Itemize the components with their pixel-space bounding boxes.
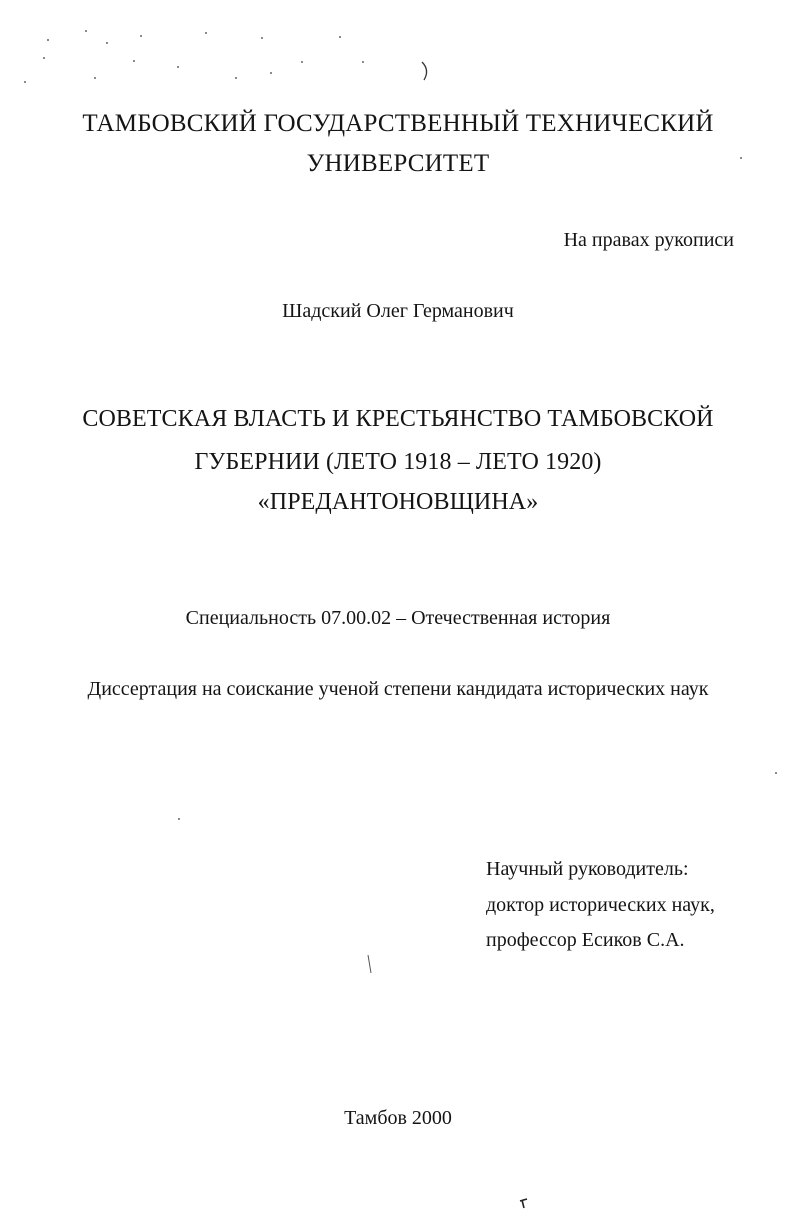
supervisor-label: Научный руководитель:	[486, 858, 689, 880]
city-year: Тамбов 2000	[344, 1107, 452, 1129]
university-name-line2: УНИВЕРСИТЕТ	[306, 150, 490, 177]
dissertation-title-line3: «ПРЕДАНТОНОВЩИНА»	[257, 489, 539, 515]
supervisor-name: профессор Есиков С.А.	[486, 929, 685, 951]
manuscript-note: На правах рукописи	[563, 229, 734, 251]
dissertation-type: Диссертация на соискание ученой степени кандидата исторических наук	[87, 678, 709, 700]
university-name-line1: ТАМБОВСКИЙ ГОСУДАРСТВЕННЫЙ ТЕХНИЧЕСКИЙ	[82, 110, 714, 137]
author-name: Шадский Олег Германович	[282, 300, 514, 322]
dissertation-title-line2: ГУБЕРНИИ (ЛЕТО 1918 – ЛЕТО 1920)	[194, 449, 602, 475]
specialty: Специальность 07.00.02 – Отечественная история	[185, 607, 611, 629]
dissertation-title-line1: СОВЕТСКАЯ ВЛАСТЬ И КРЕСТЬЯНСТВО ТАМБОВСКОЙ	[82, 406, 714, 432]
supervisor-degree: доктор исторических наук,	[486, 894, 715, 916]
